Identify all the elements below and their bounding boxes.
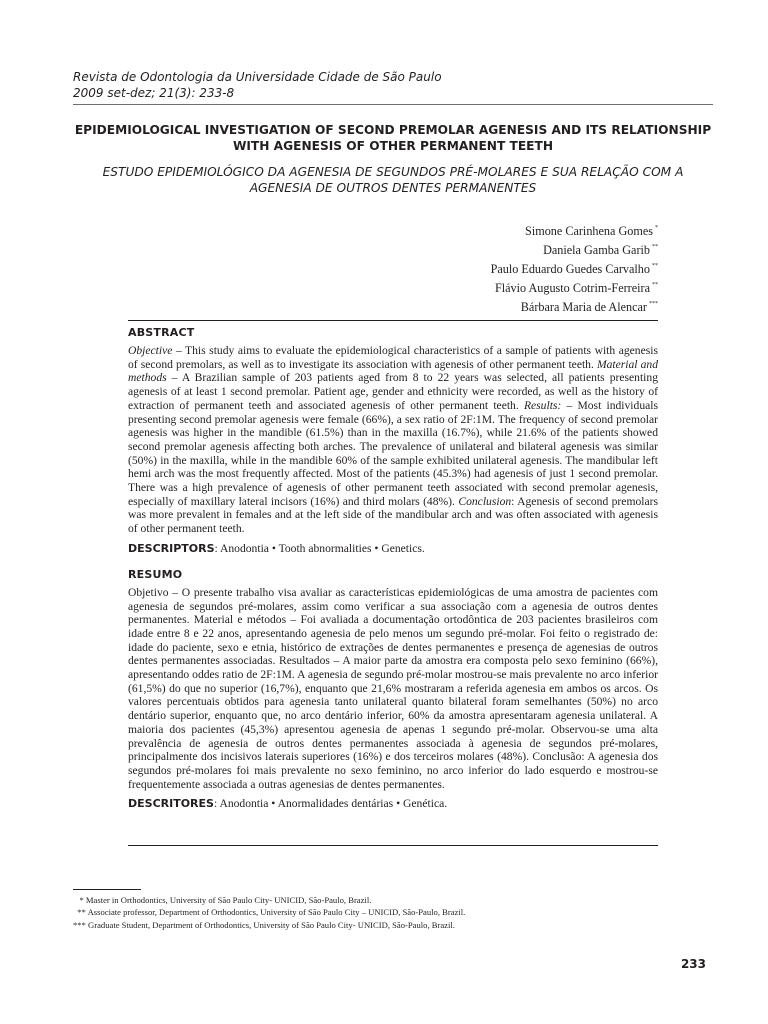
author: Simone Carinhena Gomes * [525, 224, 658, 238]
abstract-heading: ABSTRACT [128, 326, 195, 339]
journal-header [73, 69, 442, 101]
author: Bárbara Maria de Alencar *** [520, 300, 658, 314]
footnote: *** Graduate Student, Department of Orthodontics, University of São Paulo City- UNICID, São-Paulo, Brazil. [73, 919, 455, 930]
abstract-bottom-rule [128, 845, 658, 846]
journal-name: Revista de Odontologia da Universidade Cidade de São Paulo [73, 70, 442, 84]
author-list [491, 220, 658, 315]
footnotes [73, 894, 465, 931]
abstract-section [128, 326, 658, 811]
abstract-body: Objective – This study aims to evaluate the epidemiological characteristics of a sample of patients with agenesis of second premolars, as well as to investigate its association with agenesis of other permanent teeth. Material and methods – A Brazilian sample of 203 patients aged from 8 to 22 years was selected, all patients presenting agenesis of at least 1 second premolar. Patient age, gender and ethnicity were recorded, as well as the history of extraction of permanent teeth and associated agenesis of other permanent teeth. Results: – Most individuals presenting second premolar agenesis were female (66%), a sex ratio of 2F:1M. The frequency of second premolar agenesis was higher in the mandible (61.5%) than in the maxilla (16.7%), while 21.6% of the patients showed second premolar agenesis affecting both arches. The prevalence of unilateral and bilateral agenesis was similar (50%) in the maxilla, while in the mandible 60% of the sample exhibited unilateral agenesis. The mandibular left hemi arch was the most frequently affected. Most of the patients (45.3%) had agenesis of just 1 second premolar. There was a high prevalence of agenesis of other permanent teeth associated with second premolar agenesis, especially of maxillary lateral incisors (16%) and third molars (48%). Conclusion: Agenesis of second premolars was more prevalent in females and at the left side of the mandibular arch and was often associated with agenesis of other permanent teeth. [128, 344, 658, 536]
title-portuguese: ESTUDO EPIDEMIOLÓGICO DA AGENESIA DE SEGUNDOS PRÉ-MOLARES E SUA RELAÇÃO COM A AGENESIA DE OUTROS DENTES PERMANENTES [102, 165, 684, 195]
abstract-top-rule [128, 320, 658, 321]
footnote: ** Associate professor, Department of Orthodontics, University of São Paulo City – UNICID, São-Paulo, Brazil. [73, 907, 466, 918]
resumo-heading: RESUMO [128, 567, 183, 581]
header-rule [73, 104, 713, 105]
resumo-body: Objetivo – O presente trabalho visa avaliar as características epidemiológicas de uma amostra de pacientes com agenesia de segundos pré-molares, assim como verificar a sua associação com a agenesia de outros dentes permanentes. Material e métodos – Foi avaliada a documentação ortodôntica de 203 pacientes brasileiros com idade entre 8 e 22 anos, apresentando agenesia de pelo menos um segundo pré-molar. Foi feito o registrado de: idade do paciente, sexo e etnia, histórico de extrações de dentes permanentes e presença de agenesias de outros dentes permanentes associadas. Resultados – A maior parte da amostra era composta pelo sexo feminino (66%), apresentando oddes ratio de 2F:1M. A agenesia de segundo pré-molar mostrou-se mais prevalente no arco inferior (61,5%) do que no superior (16,7%), enquanto que 21,6% mostraram a referida agenesia em ambos os arcos. Os valores percentuais obtidos para agenesia tanto unilateral quanto bilateral foram semelhantes (50%) no arco dentário superior, enquanto que, no arco dentário inferior, 60% da amostra apresentaram agenesia unilateral. A maioria dos pacientes (45,3%) apresentou agenesia de apenas 1 segundo pré-molar. Observou-se uma alta prevalência de agenesia de outros dentes permanentes associada à agenesia de segundos pré-molares, principalmente dos incisivos laterais superiores (16%) e dos terceiros molares (48%). Conclusão: A agenesia dos segundos pré-molares foi mais prevalente no sexo feminino, no arco inferior do lado esquerdo e mostrou-se frequentemente associada a outras agenesias de dentes permanentes. [128, 585, 658, 791]
descriptors: DESCRIPTORS: Anodontia • Tooth abnormalities • Genetics. [128, 541, 425, 555]
author: Paulo Eduardo Guedes Carvalho ** [490, 262, 658, 276]
journal-issue: 2009 set-dez; 21(3): 233-8 [73, 86, 235, 100]
author: Daniela Gamba Garib ** [543, 243, 658, 257]
footnote-rule [73, 889, 141, 890]
footnote: * Master in Orthodontics, University of São Paulo City- UNICID, São-Paulo, Brazil. [73, 895, 372, 905]
page-number: 233 [680, 957, 706, 971]
title-english: EPIDEMIOLOGICAL INVESTIGATION OF SECOND PREMOLAR AGENESIS AND ITS RELATIONSHIP WITH AGENESIS OF OTHER PERMANENT TEETH [74, 123, 712, 153]
author: Flávio Augusto Cotrim-Ferreira ** [494, 281, 658, 295]
descritores: DESCRITORES: Anodontia • Anormalidades dentárias • Genética. [128, 797, 448, 811]
